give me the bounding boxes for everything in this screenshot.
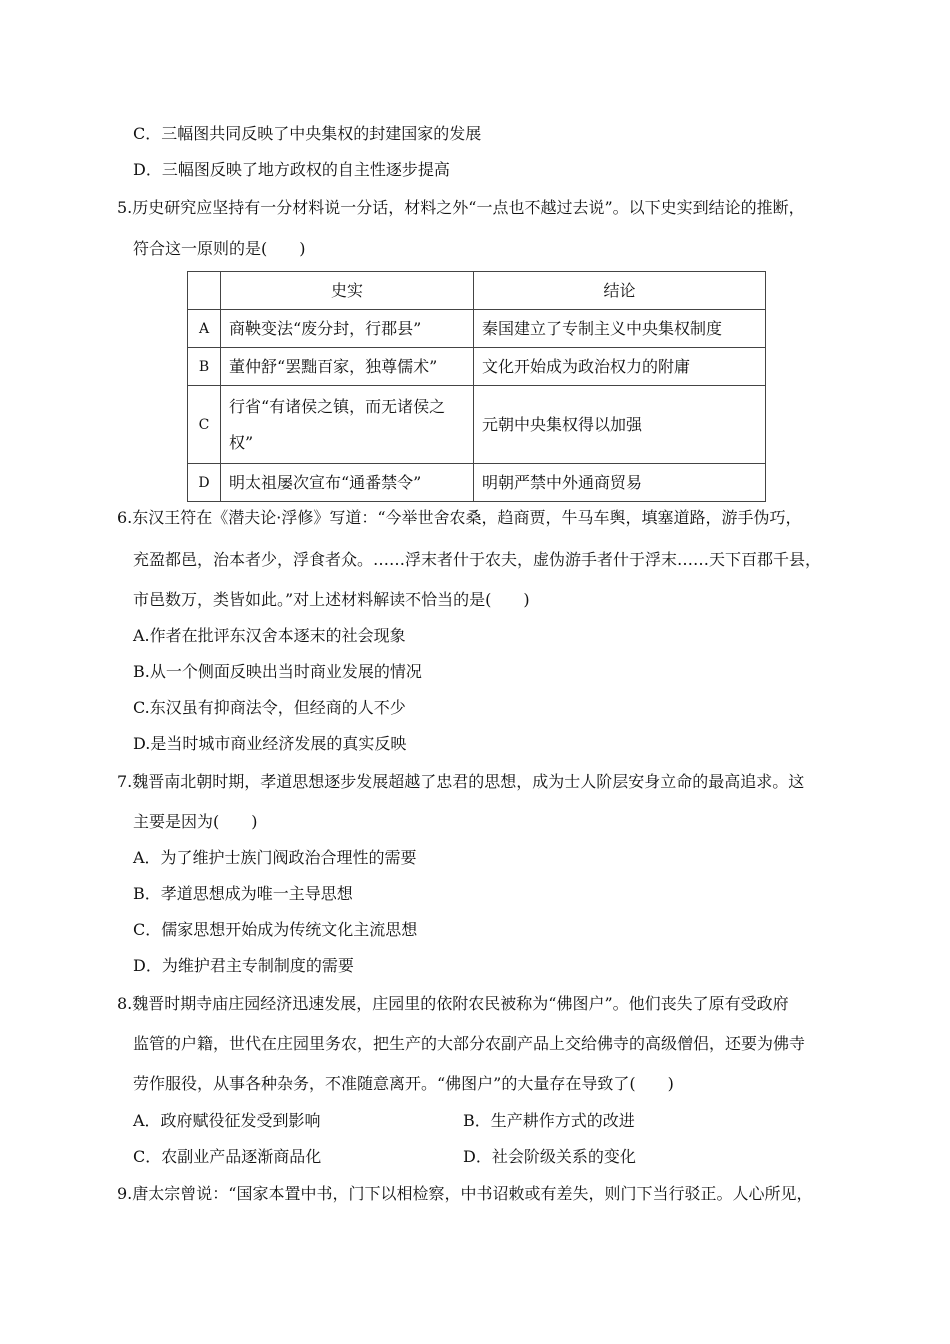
row-label: A (188, 310, 221, 348)
row-label: B (188, 348, 221, 386)
q8-option-d: D．社会阶级关系的变化 (463, 1147, 636, 1166)
row-fact: 商鞅变法“废分封，行郡县” (221, 310, 474, 348)
q6-option-b: B.从一个侧面反映出当时商业发展的情况 (133, 662, 422, 681)
q7-option-b: B．孝道思想成为唯一主导思想 (133, 884, 353, 903)
q7-stem-line2: 主要是因为( ) (133, 812, 258, 831)
q6-stem-line2: 充盈都邑，治本者少，浮食者众。……浮末者什于农夫，虚伪游手者什于浮末……天下百郡千县， (133, 550, 822, 569)
q8-option-b: B．生产耕作方式的改进 (463, 1111, 635, 1130)
q6-option-d: D.是当时城市商业经济发展的真实反映 (133, 734, 407, 753)
row-conclusion: 明朝严禁中外通商贸易 (474, 464, 766, 502)
row-conclusion: 文化开始成为政治权力的附庸 (474, 348, 766, 386)
row-label: D (188, 464, 221, 502)
q8-stem-line2: 监管的户籍，世代在庄园里务农，把生产的大部分农副产品上交给佛寺的高级僧侣，还要为佛寺 (133, 1034, 806, 1053)
table-row (188, 310, 766, 348)
table-row (188, 464, 766, 502)
row-conclusion: 元朝中央集权得以加强 (474, 386, 766, 464)
row-fact: 行省“有诸侯之镇，而无诸侯之权” (221, 386, 474, 464)
row-fact: 明太祖屡次宣布“通番禁令” (221, 464, 474, 502)
table-header-conclusion: 结论 (474, 272, 766, 310)
q6-stem-line3: 市邑数万，类皆如此。”对上述材料解读不恰当的是( ) (133, 590, 530, 609)
table-header-blank (188, 272, 221, 310)
row-label: C (188, 386, 221, 464)
q9-stem-line1: 9.唐太宗曾说：“国家本置中书，门下以相检察，中书诏敕或有差失，则门下当行驳正。人心所见， (117, 1184, 813, 1203)
table-row (188, 348, 766, 386)
q7-option-d: D．为维护君主专制制度的需要 (133, 956, 354, 975)
q6-stem-line1: 6.东汉王符在《潜夫论·浮修》写道：“今举世舍农桑，趋商贾，牛马车舆，填塞道路，游手伪巧， (117, 508, 802, 527)
q7-option-a: A．为了维护士族门阀政治合理性的需要 (133, 848, 417, 867)
q5-stem-line2: 符合这一原则的是( ) (133, 239, 306, 258)
q4-option-d: D．三幅图反映了地方政权的自主性逐步提高 (133, 160, 450, 179)
table-row (188, 386, 766, 464)
row-conclusion: 秦国建立了专制主义中央集权制度 (474, 310, 766, 348)
q5-stem-line1: 5.历史研究应坚持有一分材料说一分话，材料之外“一点也不越过去说”。以下史实到结论的推断， (117, 198, 805, 217)
q6-option-a: A.作者在批评东汉舍本逐末的社会现象 (133, 626, 406, 645)
q4-option-c: C．三幅图共同反映了中央集权的封建国家的发展 (133, 124, 482, 143)
q8-stem-line1: 8.魏晋时期寺庙庄园经济迅速发展，庄园里的依附农民被称为“佛图户”。他们丧失了原有受政府 (117, 994, 789, 1013)
table-header-fact: 史实 (221, 272, 474, 310)
q8-option-c: C．农副业产品逐渐商品化 (133, 1147, 322, 1166)
table-header-row (188, 272, 766, 310)
q5-table (187, 271, 766, 502)
q7-stem-line1: 7.魏晋南北朝时期，孝道思想逐步发展超越了忠君的思想，成为士人阶层安身立命的最高追求。这 (117, 772, 805, 791)
q8-stem-line3: 劳作服役，从事各种杂务，不准随意离开。“佛图户”的大量存在导致了( ) (133, 1074, 674, 1093)
q8-option-a: A．政府赋役征发受到影响 (133, 1111, 321, 1130)
q7-option-c: C．儒家思想开始成为传统文化主流思想 (133, 920, 418, 939)
q6-option-c: C.东汉虽有抑商法令，但经商的人不少 (133, 698, 406, 717)
row-fact: 董仲舒“罢黜百家，独尊儒术” (221, 348, 474, 386)
